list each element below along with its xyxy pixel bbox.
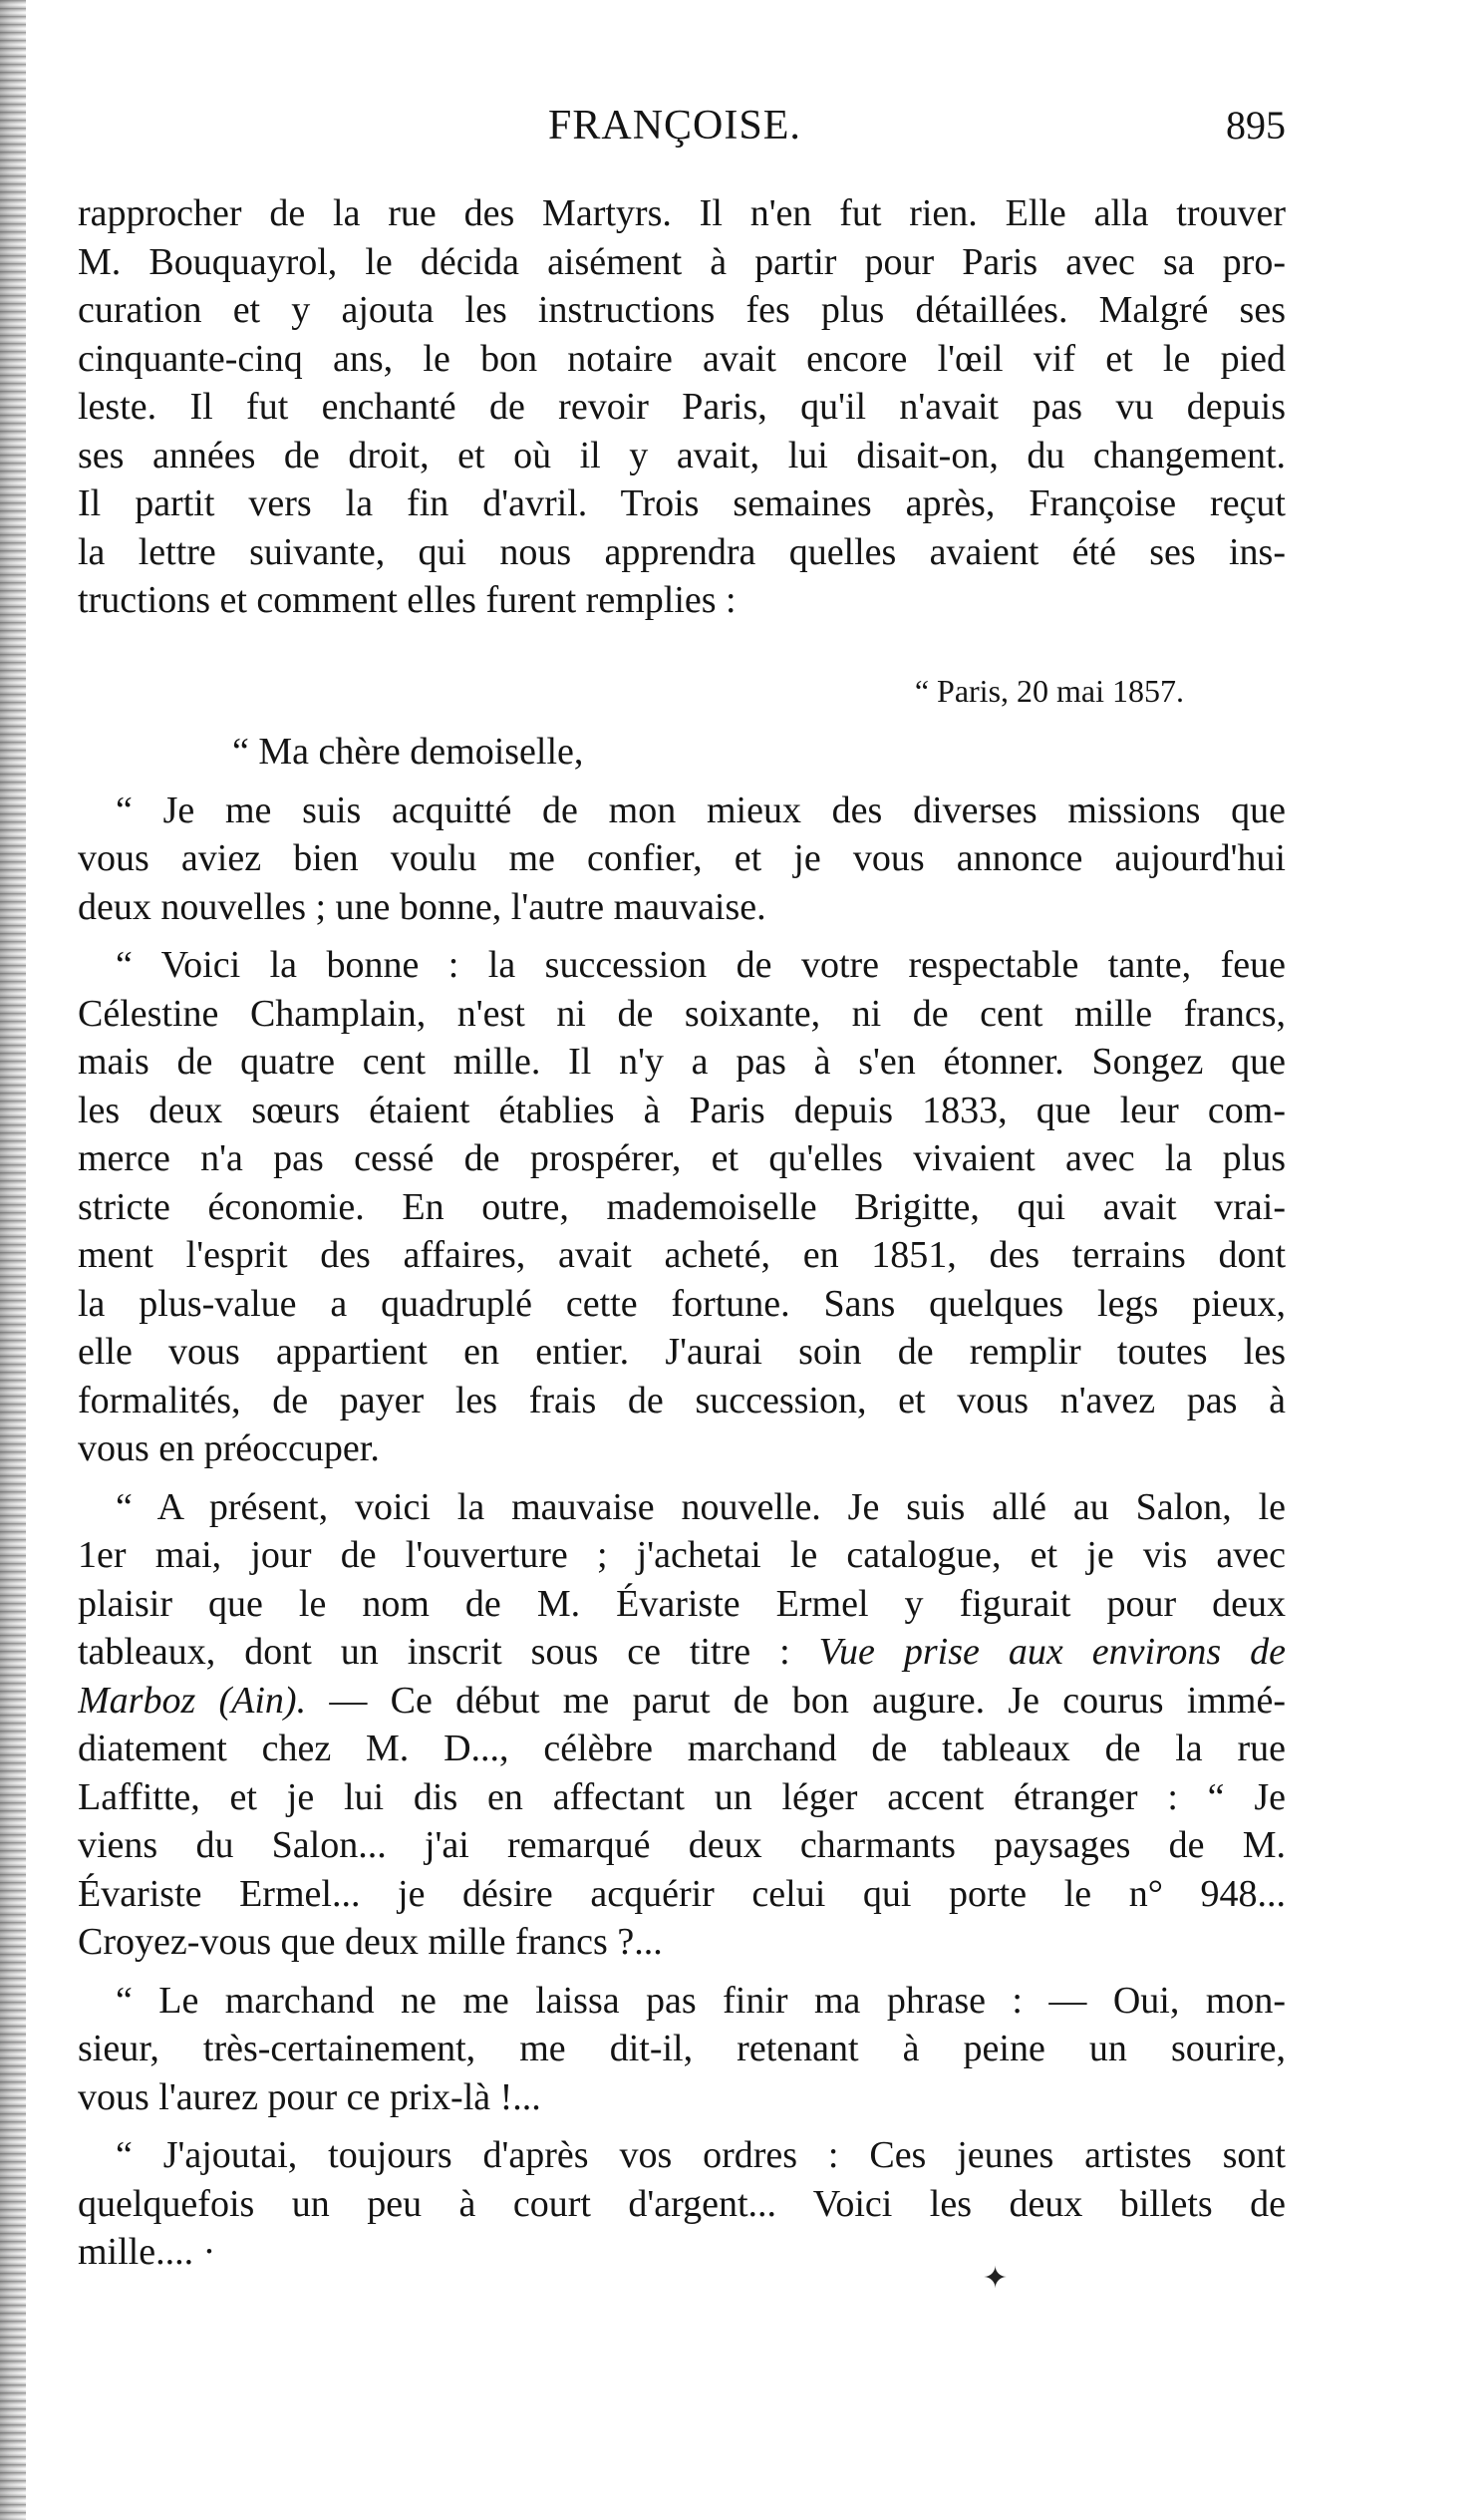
text-line: “ Je me suis acquitté de mon mieux des diverses missions que — [116, 788, 1286, 831]
text-line: “ A présent, voici la mauvaise nouvelle. Je suis allé au Salon, le — [116, 1485, 1286, 1528]
text-line: la plus-value a quadruplé cette fortune. Sans quelques legs pieux, — [78, 1282, 1286, 1325]
body-text — [78, 189, 1286, 2277]
text-line: cinquante-cinq ans, le bon notaire avait encore l'œil vif et le pied — [78, 337, 1286, 380]
text-span: — Ce début me parut de bon augure. Je courus immé- — [329, 1679, 1286, 1722]
text-line: ses années de droit, et où il y avait, lui disait-on, du changement. — [78, 434, 1286, 476]
text-line: leste. Il fut enchanté de revoir Paris, qu'il n'avait pas vu depuis — [78, 386, 1286, 428]
text-line: la lettre suivante, qui nous apprendra quelles avaient été ses ins- — [78, 530, 1286, 573]
text-span: tableaux, dont un inscrit sous ce titre : — [78, 1631, 790, 1673]
text-line: deux nouvelles ; une bonne, l'autre mauvaise. — [78, 885, 766, 928]
text-line: mille.... · — [78, 2231, 216, 2273]
text-line: viens du Salon... j'ai remarqué deux charmants paysages de M. — [78, 1824, 1286, 1866]
text-line: les deux sœurs étaient établies à Paris depuis 1833, que leur com- — [78, 1089, 1286, 1131]
text-line: stricte économie. En outre, mademoiselle Brigitte, qui avait vrai- — [78, 1185, 1286, 1228]
running-title: FRANÇOISE. — [548, 103, 801, 149]
text-line: 1er mai, jour de l'ouverture ; j'achetai le catalogue, et je vis avec — [78, 1534, 1286, 1576]
text-line: Évariste Ermel... je désire acquérir celui qui porte le n° 948... — [78, 1872, 1286, 1915]
text-line: Croyez-vous que deux mille francs ?... — [78, 1921, 663, 1963]
binding-edge — [0, 0, 26, 2520]
text-line: Célestine Champlain, n'est ni de soixante, ni de cent mille francs, — [78, 992, 1286, 1035]
text-line: sieur, très-certainement, me dit-il, retenant à peine un sourire, — [78, 2028, 1286, 2069]
italic-title-span: Marboz (Ain). — [78, 1679, 307, 1722]
running-header — [80, 102, 1286, 161]
text-line: merce n'a pas cessé de prospérer, et qu'elles vivaient avec la plus — [78, 1137, 1286, 1179]
text-line: diatement chez M. D..., célèbre marchand de tableaux de la rue — [78, 1728, 1286, 1769]
text-line-mixed — [78, 1677, 1286, 1726]
text-line: Il partit vers la fin d'avril. Trois semaines après, Françoise reçut — [78, 482, 1286, 524]
page-number: 895 — [1226, 103, 1286, 148]
text-line: vous en préoccuper. — [78, 1427, 380, 1469]
text-line-mixed — [78, 1628, 1286, 1677]
text-line: mais de quatre cent mille. Il n'y a pas à s'en étonner. Songez que — [78, 1041, 1286, 1083]
italic-title-span: Vue prise aux environs de — [818, 1631, 1286, 1673]
letter-dateline: “ Paris, 20 mai 1857. — [914, 672, 1184, 709]
text-line: tructions et comment elles furent remplies : — [78, 579, 737, 621]
text-line: “ Voici la bonne : la succession de votre respectable tante, feue — [116, 944, 1286, 986]
text-line: quelquefois un peu à court d'argent... Voici les deux billets de — [78, 2182, 1286, 2225]
text-line: curation et y ajouta les instructions fes plus détaillées. Malgré ses — [78, 289, 1286, 331]
text-line: vous aviez bien voulu me confier, et je vous annonce aujourd'hui — [78, 837, 1286, 879]
text-line: ment l'esprit des affaires, avait acheté, en 1851, des terrains dont — [78, 1234, 1286, 1276]
print-speck-mark: ✦ — [983, 2262, 1009, 2295]
text-line: plaisir que le nom de M. Évariste Ermel y figurait pour deux — [78, 1582, 1286, 1625]
text-line: M. Bouquayrol, le décida aisément à partir pour Paris avec sa pro- — [78, 240, 1286, 283]
text-line: formalités, de payer les frais de succession, et vous n'avez pas à — [78, 1379, 1286, 1421]
text-line: elle vous appartient en entier. J'aurai soin de remplir toutes les — [78, 1331, 1286, 1373]
text-line: Laffitte, et je lui dis en affectant un léger accent étranger : “ Je — [78, 1775, 1286, 1818]
text-line: rapprocher de la rue des Martyrs. Il n'en fut rien. Elle alla trouver — [78, 192, 1286, 234]
text-line: vous l'aurez pour ce prix-là !... — [78, 2075, 541, 2118]
text-line: “ J'ajoutai, toujours d'après vos ordres : Ces jeunes artistes sont — [116, 2134, 1286, 2176]
text-line: “ Le marchand ne me laissa pas finir ma phrase : — Oui, mon- — [116, 1979, 1286, 2022]
letter-salutation: “ Ma chère demoiselle, — [232, 730, 584, 773]
